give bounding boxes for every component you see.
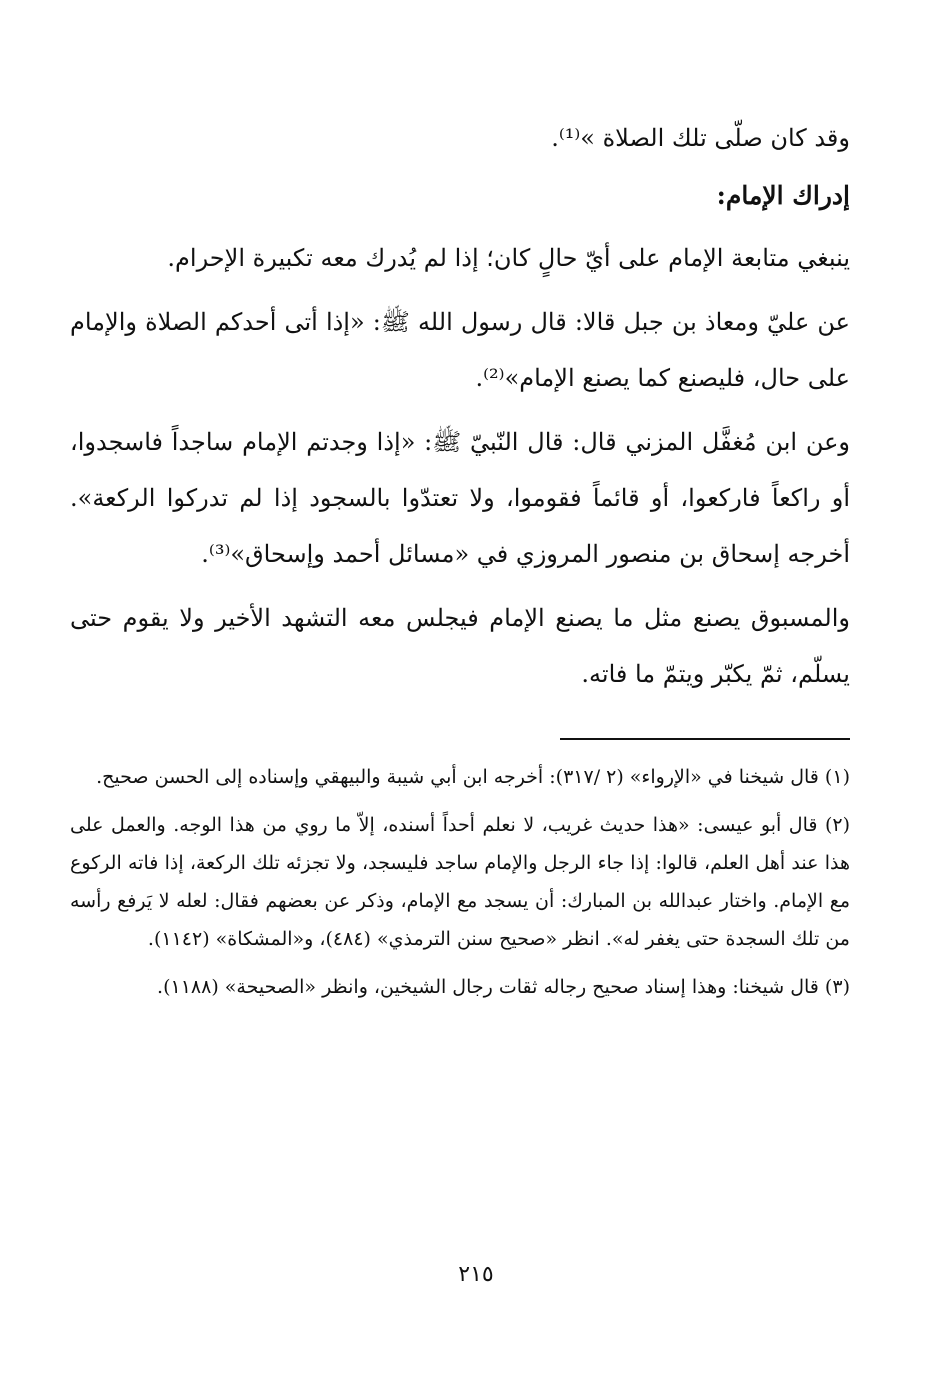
footnote-1: (١) قال شيخنا في «الإرواء» (٢ /٣١٧): أخرجه ابن أبي شيبة والبيهقي وإسناده إلى الحسن صحيح. (96, 766, 850, 788)
footnote-3: (٣) قال شيخنا: وهذا إسناد صحيح رجاله ثقات رجال الشيخين، وانظر «الصحيحة» (١١٨٨). (157, 976, 850, 998)
page-body (70, 110, 850, 1016)
main-text (70, 110, 850, 702)
paragraph-4: والمسبوق يصنع مثل ما يصنع الإمام فيجلس معه التشهد الأخير ولا يقوم حتى يسلّم، ثمّ يكبّر ويتمّ ما فاته. (70, 604, 850, 688)
paragraph-1: ينبغي متابعة الإمام على أيّ حالٍ كان؛ إذا لم يُدرك معه تكبيرة الإحرام. (167, 244, 850, 272)
section-heading: إدراك الإمام: (716, 181, 850, 210)
paragraph-2: عن عليّ ومعاذ بن جبل قالا: قال رسول الله ﷺ: «إذا أتى أحدكم الصلاة والإمام على حال، فليصنع كما يصنع الإمام»⁽²⁾. (70, 308, 850, 392)
footnotes (70, 758, 850, 1006)
footnote-2: (٢) قال أبو عيسى: «هذا حديث غريب، لا نعلم أحداً أسنده، إلاّ ما روي من هذا الوجه. والعمل على هذا عند أهل العلم، قالوا: إذا جاء الرجل والإمام ساجد فليسجد، ولا تجزئه تلك الركعة، إذا فاته الركوع مع الإمام. واختار عبدالله بن المبارك: أن يسجد مع الإمام، وذكر عن بعضهم فقال: لعله لا يَرفع رأسه من تلك السجدة حتى يغفر له». انظر «صحيح سنن الترمذي» (٤٨٤)، و«المشكاة» (١١٤٢). (70, 814, 850, 950)
opening-line: وقد كان صلّى تلك الصلاة »⁽¹⁾. (551, 124, 850, 152)
paragraph-3: وعن ابن مُغفَّل المزني قال: قال النّبيّ ﷺ: «إذا وجدتم الإمام ساجداً فاسجدوا، أو راكعاً فاركعوا، أو قائماً فقوموا، ولا تعتدّوا بالسجود إذا لم تدركوا الركعة». أخرجه إسحاق بن منصور المروزي في «مسائل أحمد وإسحاق»⁽³⁾. (70, 428, 850, 568)
footnote-separator (560, 738, 850, 740)
page-number: ٢١٥ (458, 1262, 494, 1287)
